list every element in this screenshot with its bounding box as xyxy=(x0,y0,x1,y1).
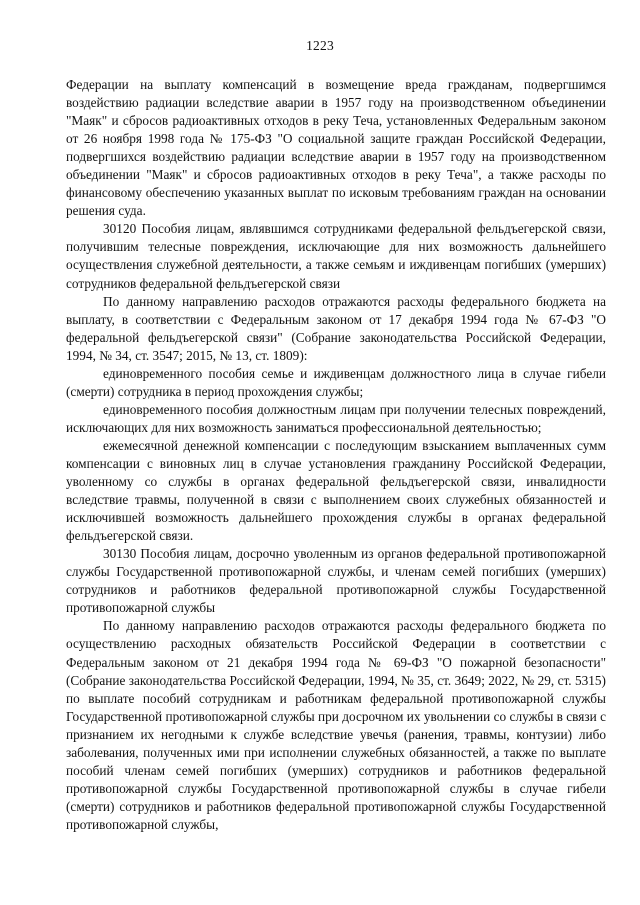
page-number: 1223 xyxy=(306,38,334,53)
paragraph-section-30130-heading: 30130 Пособия лицам, досрочно уволенным из органов федеральной противопожарной службы Государственной противопожарной службы, и членам семей погибших (умерших) сотрудников и работников федеральной противопожарной службы Государственной противопожарной службы xyxy=(66,546,606,616)
paragraph-list-item: ежемесячной денежной компенсации с последующим взысканием выплаченных сумм компенсации с виновных лиц в случае установления гражданину Российской Федерации, уволенному со службы в органах федеральной фельдъегерской связи, инвалидности вследствие травмы, полученной в связи с выполнением своих служебных обязанностей и исключившей возможность дальнейшего прохождения службы в органах федеральной фельдъегерской связи. xyxy=(66,437,606,544)
paragraph: По данному направлению расходов отражаются расходы федерального бюджета на выплату, в соответствии с Федеральным законом от 17 декабря 1994 года № 67-ФЗ "О федеральной фельдъегерской связи" (Собрание законодательства Российской Федерации, 1994, № 34, ст. 3547; 2015, № 13, ст. 1809): xyxy=(66,293,606,363)
paragraph-list-item: единовременного пособия семье и иждивенцам должностного лица в случае гибели (смерти) сотрудника в период прохождения службы; xyxy=(66,365,606,399)
paragraph-list-item: единовременного пособия должностным лицам при получении телесных повреждений, исключающих для них возможность заниматься профессиональной деятельностью; xyxy=(66,401,606,435)
paragraph: Федерации на выплату компенсаций в возмещение вреда гражданам, подвергшимся воздействию радиации вследствие аварии в 1957 году на производственном объединении "Маяк" и сбросов радиоактивных отходов в реку Теча, установленных Федеральным законом от 26 ноября 1998 года № 175-ФЗ "О социальной защите граждан Российской Федерации, подвергшихся воздействию радиации вследствие аварии в 1957 году на производственном объединении "Маяк" и сбросов радиоактивных отходов в реку Теча", а также расходы по финансовому обеспечению указанных выплат по исковым требованиям граждан на основании решения суда. xyxy=(66,77,606,219)
paragraph-section-30120-heading: 30120 Пособия лицам, являвшимся сотрудниками федеральной фельдъегерской связи, получившим телесные повреждения, исключающие для них возможность дальнейшего осуществления служебной деятельности, а также семьям и иждивенцам погибших (умерших) сотрудников федеральной фельдъегерской связи xyxy=(66,221,606,291)
paragraph: По данному направлению расходов отражаются расходы федерального бюджета по осуществлению расходных обязательств Российской Федерации в соответствии с Федеральным законом от 21 декабря 1994 года № 69-ФЗ "О пожарной безопасности" (Собрание законодательства Российской Федерации, 1994, № 35, ст. 3649; 2022, № 29, ст. 5315) по выплате пособий сотрудникам и работникам федеральной противопожарной службы Государственной противопожарной службы при досрочном их увольнении со службы в связи с признанием их негодными к службе вследствие увечья (ранения, травмы, контузии) либо заболевания, полученных ими при исполнении служебных обязанностей, а также по выплате пособий членам семей погибших (умерших) сотрудников и работников федеральной противопожарной службы Государственной противопожарной службы в случае гибели (смерти) сотрудников и работников федеральной противопожарной службы Государственной противопожарной службы, xyxy=(66,618,606,832)
document-body xyxy=(66,76,606,834)
